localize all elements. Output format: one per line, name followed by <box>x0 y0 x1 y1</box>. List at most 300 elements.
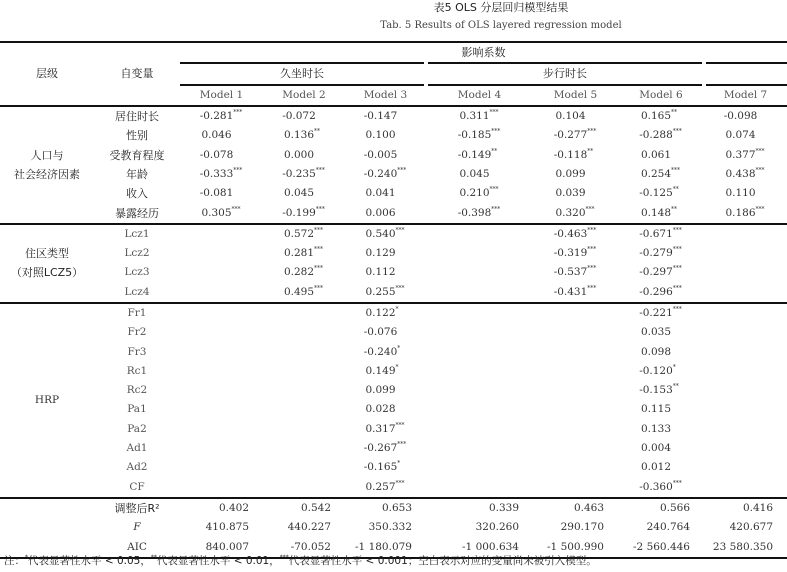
coef-cell <box>533 342 618 361</box>
coef-cell: 0.281*** <box>283 246 324 260</box>
coef-cell <box>263 400 345 419</box>
coef-cell <box>704 263 787 282</box>
coef-cell <box>704 323 787 342</box>
variable-name: Ad2 <box>126 461 148 474</box>
group-label <box>0 106 94 224</box>
coef-cell <box>426 478 533 498</box>
coef-cell: 0.540*** <box>365 226 405 240</box>
coef-value: 0.115 <box>640 403 672 416</box>
coef-cell: -0.398*** <box>426 203 533 223</box>
coef-value: -0.277 <box>553 129 588 142</box>
variable-name: 暴露经历 <box>94 203 180 223</box>
coef-cell: 0.317*** <box>365 421 405 435</box>
coef-cell <box>618 323 704 342</box>
coef-cell <box>345 184 426 203</box>
stats-value: 0.566 <box>659 501 690 514</box>
table-row <box>0 145 787 164</box>
coef-cell: 0.572*** <box>283 226 324 240</box>
coef-value: 0.133 <box>640 422 672 435</box>
coef-value: -0.671 <box>639 227 673 240</box>
coef-value: 0.165 <box>640 110 672 123</box>
coef-cell <box>263 342 345 361</box>
coef-cell <box>180 362 263 381</box>
coef-cell <box>533 106 618 126</box>
coef-value: -0.240 <box>363 345 398 358</box>
coef-cell <box>618 420 704 439</box>
coef-value: -0.463 <box>553 227 588 240</box>
coef-cell: -0.118** <box>553 147 594 161</box>
coef-cell <box>180 244 263 263</box>
note-text-2: 代表显著性水平 < 0.01， <box>156 555 280 567</box>
coef-cell: -0.125** <box>639 186 679 200</box>
coef-cell: 0.136** <box>283 128 321 142</box>
coef-cell <box>426 400 533 419</box>
variable-name: 性别 <box>126 129 148 143</box>
coef-cell <box>263 145 345 164</box>
stats-value: 290.170 <box>560 521 604 534</box>
coef-cell <box>618 458 704 477</box>
stats-value: 0.339 <box>488 501 519 514</box>
coef-cell: -0.360*** <box>618 478 704 498</box>
coef-value: 0.046 <box>201 129 232 142</box>
coef-cell <box>704 106 787 126</box>
table-row <box>0 244 787 263</box>
table-row <box>0 303 787 323</box>
coef-cell <box>426 244 533 263</box>
coef-cell <box>263 458 345 477</box>
coef-cell: 0.210*** <box>459 186 499 200</box>
coef-cell: 0.495*** <box>263 283 345 303</box>
coef-cell <box>345 145 426 164</box>
coef-value: 0.281 <box>283 247 315 260</box>
coef-value: -0.537 <box>553 266 588 279</box>
coef-cell <box>180 145 263 164</box>
coef-cell <box>180 184 263 203</box>
table-title-en: Tab. 5 Results of OLS layered regression model <box>380 20 622 31</box>
coef-cell <box>180 478 263 498</box>
coef-cell: -0.267*** <box>363 441 407 455</box>
coef-cell <box>345 244 426 263</box>
header-model-2: Model 2 <box>263 85 345 106</box>
coef-cell <box>180 126 263 145</box>
coef-cell <box>704 224 787 244</box>
coef-cell <box>345 203 426 223</box>
coef-value: -0.296 <box>639 285 673 298</box>
stats-spacer <box>0 498 94 518</box>
coef-cell: 0.438*** <box>725 166 765 180</box>
table-row <box>0 323 787 342</box>
coef-value: 0.540 <box>365 227 396 240</box>
header-group-empty <box>704 63 787 84</box>
coef-cell <box>533 420 618 439</box>
coef-value: -0.153 <box>639 384 673 397</box>
coef-value: 0.257 <box>365 480 396 493</box>
coef-cell <box>533 478 618 498</box>
stats-value: 440.227 <box>287 521 331 534</box>
coef-cell <box>704 184 787 203</box>
stats-value: 420.677 <box>729 521 774 534</box>
variable-name: Lcz2 <box>124 247 150 260</box>
table-row <box>0 263 787 282</box>
note-mark-3: *** <box>279 554 289 561</box>
table-title-cn: 表5 OLS 分层回归模型结果 <box>433 1 569 14</box>
coef-value: -0.240 <box>363 167 398 180</box>
coef-cell: -0.319*** <box>553 246 597 260</box>
coef-cell <box>704 126 787 145</box>
stats-label: F <box>133 521 141 534</box>
coef-value: 0.028 <box>365 403 396 416</box>
coef-cell: 0.377*** <box>725 147 765 161</box>
group-label-line1: 住区类型 <box>25 247 69 261</box>
coef-cell: -0.221*** <box>639 306 682 319</box>
coef-cell <box>533 400 618 419</box>
coef-cell <box>704 342 787 361</box>
coef-cell: -0.296*** <box>618 283 704 303</box>
header-level: 层级 <box>0 42 94 106</box>
coef-cell <box>426 323 533 342</box>
table-row <box>0 400 787 419</box>
coef-cell: -0.240* <box>363 344 401 358</box>
coef-value: 0.136 <box>283 129 315 142</box>
coef-value: 0.006 <box>365 206 396 219</box>
header-model-3: Model 3 <box>345 85 426 106</box>
coef-value: 0.099 <box>555 167 586 180</box>
header-model-5: Model 5 <box>533 85 618 106</box>
coef-value: 0.104 <box>555 110 586 123</box>
variable-name: Fr3 <box>127 345 147 358</box>
coef-value: 0.000 <box>283 148 315 161</box>
coef-cell <box>704 362 787 381</box>
coef-value: -0.120 <box>639 364 673 377</box>
regression-table <box>0 41 787 559</box>
group-label-line1: 人口与 <box>30 148 64 162</box>
coef-cell <box>426 303 533 323</box>
coef-cell <box>345 263 426 282</box>
note-mark-2: ** <box>150 554 157 561</box>
note-text-3: 代表显著性水平 < 0.001；空白表示对应的变量尚未被引入模型。 <box>288 555 597 567</box>
table-row <box>0 478 787 498</box>
coef-cell: 0.257*** <box>345 478 426 498</box>
coef-value: -0.125 <box>639 187 673 200</box>
coef-cell <box>263 439 345 458</box>
coef-cell <box>426 381 533 400</box>
coef-cell: 0.149* <box>365 363 399 377</box>
coef-value: -0.319 <box>553 247 588 260</box>
coef-cell <box>426 342 533 361</box>
coef-value: 0.148 <box>640 206 672 219</box>
variable-name: Lcz3 <box>124 266 150 279</box>
variable-name: 居住时长 <box>115 110 159 124</box>
coef-cell <box>180 283 263 303</box>
table-row <box>0 362 787 381</box>
coef-cell: -0.279*** <box>639 246 682 260</box>
coef-cell: -0.463*** <box>553 226 597 240</box>
coef-cell <box>426 420 533 439</box>
coef-value: 0.110 <box>725 187 756 200</box>
stats-value: 23 580.350 <box>704 537 787 557</box>
coef-cell <box>180 458 263 477</box>
coef-cell <box>180 420 263 439</box>
table-row <box>0 106 787 126</box>
coef-value: 0.305 <box>201 206 232 219</box>
coef-cell <box>618 439 704 458</box>
header-group-sedentary: 久坐时长 <box>180 63 426 84</box>
stats-value: -1 180.079 <box>345 537 426 557</box>
group-label <box>0 303 94 498</box>
coef-value: 0.045 <box>283 187 315 200</box>
variable-name: Ad1 <box>126 442 148 455</box>
stats-value: -1 000.634 <box>426 537 533 557</box>
stats-row <box>0 518 787 537</box>
coef-value: 0.186 <box>725 206 756 219</box>
coef-value: -0.076 <box>363 326 398 339</box>
table-row <box>0 126 787 145</box>
coef-cell <box>426 362 533 381</box>
coef-cell <box>426 283 533 303</box>
header-group-walking: 步行时长 <box>426 63 704 84</box>
coef-cell: -0.165* <box>363 460 401 474</box>
stats-value: 0.416 <box>742 501 774 514</box>
coef-value: 0.129 <box>365 247 396 260</box>
table-footnote <box>4 553 597 568</box>
stats-row <box>0 498 787 518</box>
coef-value: -0.081 <box>199 187 234 200</box>
coef-cell <box>704 420 787 439</box>
coef-cell: -0.149** <box>457 147 498 161</box>
coef-value: -0.267 <box>363 442 398 455</box>
header-variable: 自变量 <box>94 42 180 106</box>
coef-value: -0.221 <box>639 307 673 319</box>
coef-cell <box>345 106 426 126</box>
coef-cell: 0.305*** <box>180 203 263 223</box>
coef-value: -0.333 <box>199 167 234 180</box>
coef-cell: 0.122* <box>365 306 399 319</box>
coef-value: 0.438 <box>725 167 756 180</box>
coef-value: 0.149 <box>365 364 396 377</box>
coef-cell: -0.277*** <box>553 128 597 142</box>
coef-cell <box>704 439 787 458</box>
variable-name: 受教育程度 <box>109 148 165 162</box>
coef-cell: 0.311*** <box>459 109 499 123</box>
coef-cell: -0.297*** <box>639 265 682 279</box>
note-text-1: 代表显著性水平 < 0.05， <box>28 555 151 567</box>
coef-value: 0.035 <box>640 326 672 339</box>
table-row <box>0 439 787 458</box>
coef-value: -0.005 <box>363 148 398 161</box>
coef-cell <box>704 400 787 419</box>
coef-value: -0.431 <box>553 285 588 298</box>
coef-cell <box>533 381 618 400</box>
coef-value: -0.165 <box>363 461 398 474</box>
coef-value: 0.122 <box>365 307 396 319</box>
coef-cell <box>704 303 787 323</box>
coef-cell: 0.282*** <box>283 265 324 279</box>
coef-cell <box>533 439 618 458</box>
coef-cell <box>180 303 263 323</box>
coef-cell <box>533 323 618 342</box>
variable-name: CF <box>94 478 180 498</box>
coef-cell <box>533 303 618 323</box>
coef-value: -0.297 <box>639 266 673 279</box>
coef-value: -0.185 <box>457 129 492 142</box>
coef-cell: -0.185*** <box>457 128 501 142</box>
coef-value: -0.149 <box>457 148 492 161</box>
coef-value: 0.004 <box>640 442 672 455</box>
coef-cell <box>426 458 533 477</box>
coef-cell <box>533 362 618 381</box>
group-label-line1: HRP <box>34 393 60 406</box>
coef-value: 0.317 <box>365 422 396 435</box>
coef-cell: -0.671*** <box>639 226 682 240</box>
coef-value: -0.118 <box>553 148 588 161</box>
table-row <box>0 458 787 477</box>
coef-cell: -0.333*** <box>199 166 243 180</box>
coef-cell <box>263 303 345 323</box>
stats-value: -70.052 <box>263 537 345 557</box>
coef-value: -0.072 <box>282 110 316 123</box>
coef-cell <box>533 165 618 184</box>
coef-value: -0.098 <box>723 110 758 123</box>
variable-name: Pa2 <box>127 422 147 435</box>
header-coefficient: 影响系数 <box>180 42 787 63</box>
coef-value: 0.098 <box>640 345 672 358</box>
variable-name: 收入 <box>126 187 148 201</box>
coef-cell <box>426 224 533 244</box>
coef-value: -0.281 <box>199 110 234 123</box>
coef-value: 0.495 <box>283 285 315 298</box>
coef-value: 0.099 <box>365 384 396 397</box>
table-row <box>0 203 787 223</box>
stats-value: 320.260 <box>475 521 519 534</box>
coef-cell: 0.320*** <box>533 203 618 223</box>
coef-cell: 0.165** <box>640 109 678 123</box>
stats-value: -1 500.990 <box>533 537 618 557</box>
coef-cell <box>704 478 787 498</box>
coef-cell <box>180 439 263 458</box>
coef-cell <box>345 323 426 342</box>
coef-cell <box>426 439 533 458</box>
coef-cell <box>618 400 704 419</box>
stats-value: 240.764 <box>646 521 690 534</box>
group-label <box>0 224 94 303</box>
coef-value: 0.112 <box>365 266 396 279</box>
coef-cell <box>345 400 426 419</box>
coef-cell <box>263 362 345 381</box>
coef-cell <box>263 184 345 203</box>
table-row <box>0 381 787 400</box>
coef-value: 0.210 <box>459 187 490 200</box>
stats-label: 调整后R² <box>114 501 160 515</box>
stats-label: AIC <box>94 537 180 557</box>
coef-value: 0.282 <box>283 266 315 279</box>
coef-cell <box>263 381 345 400</box>
coef-cell <box>180 381 263 400</box>
coef-cell: 0.255*** <box>345 283 426 303</box>
coef-value: 0.255 <box>365 285 396 298</box>
coef-value: -0.235 <box>282 167 316 180</box>
coef-cell: -0.235*** <box>282 166 325 180</box>
coef-cell <box>345 126 426 145</box>
coef-cell <box>263 323 345 342</box>
stats-value: 0.542 <box>300 501 331 514</box>
note-prefix: 注： <box>4 555 25 567</box>
table-row <box>0 224 787 244</box>
table-row <box>0 342 787 361</box>
coef-value: 0.041 <box>365 187 396 200</box>
coef-cell <box>426 165 533 184</box>
coef-value: 0.039 <box>555 187 586 200</box>
variable-name: Pa1 <box>127 403 147 416</box>
variable-name: Fr2 <box>127 326 147 339</box>
stats-value: 0.653 <box>381 501 412 514</box>
stats-spacer <box>0 518 94 537</box>
coef-cell <box>345 381 426 400</box>
stats-value: 0.402 <box>218 501 249 514</box>
variable-name: Rc1 <box>126 364 148 377</box>
header-model-6: Model 6 <box>618 85 704 106</box>
stats-value: 410.875 <box>205 521 249 534</box>
coef-cell: 0.148** <box>618 203 704 223</box>
coef-cell <box>533 458 618 477</box>
coef-cell <box>180 400 263 419</box>
coef-cell <box>704 244 787 263</box>
coef-cell: -0.240*** <box>363 166 407 180</box>
coef-value: 0.320 <box>555 206 586 219</box>
table-row <box>0 184 787 203</box>
coef-cell <box>263 106 345 126</box>
stats-value: -2 560.446 <box>618 537 704 557</box>
coef-cell: -0.431*** <box>533 283 618 303</box>
header-model-4: Model 4 <box>426 85 533 106</box>
coef-value: -0.288 <box>639 129 673 142</box>
variable-name: 年龄 <box>126 167 148 181</box>
coef-value: -0.360 <box>639 480 673 493</box>
coef-cell <box>533 184 618 203</box>
header-model-7: Model 7 <box>704 85 787 106</box>
coef-value: 0.254 <box>640 167 672 180</box>
coef-cell: -0.120* <box>639 363 676 377</box>
stats-value: 350.332 <box>368 521 412 534</box>
coef-value: -0.398 <box>457 206 492 219</box>
note-mark-1: * <box>25 554 28 561</box>
coef-value: -0.199 <box>282 206 316 219</box>
coef-cell: -0.537*** <box>553 265 597 279</box>
table-row <box>0 165 787 184</box>
stats-value: 840.007 <box>180 537 263 557</box>
coef-cell: -0.199*** <box>263 203 345 223</box>
coef-cell: -0.288*** <box>639 128 682 142</box>
coef-cell: -0.153** <box>639 383 679 397</box>
coef-value: -0.078 <box>199 148 234 161</box>
coef-cell <box>180 263 263 282</box>
coef-cell <box>618 342 704 361</box>
coef-cell <box>180 224 263 244</box>
coef-cell <box>618 145 704 164</box>
stats-value: 0.463 <box>573 501 604 514</box>
coef-value: 0.012 <box>640 461 672 474</box>
coef-cell <box>263 478 345 498</box>
coef-value: 0.045 <box>459 167 490 180</box>
variable-name: Lcz4 <box>94 283 180 303</box>
coef-cell <box>704 283 787 303</box>
coef-cell <box>426 263 533 282</box>
coef-value: 0.377 <box>725 148 756 161</box>
table-row <box>0 420 787 439</box>
coef-value: 0.074 <box>725 129 756 142</box>
coef-value: 0.061 <box>640 148 672 161</box>
coef-cell <box>180 323 263 342</box>
header-model-1: Model 1 <box>180 85 263 106</box>
